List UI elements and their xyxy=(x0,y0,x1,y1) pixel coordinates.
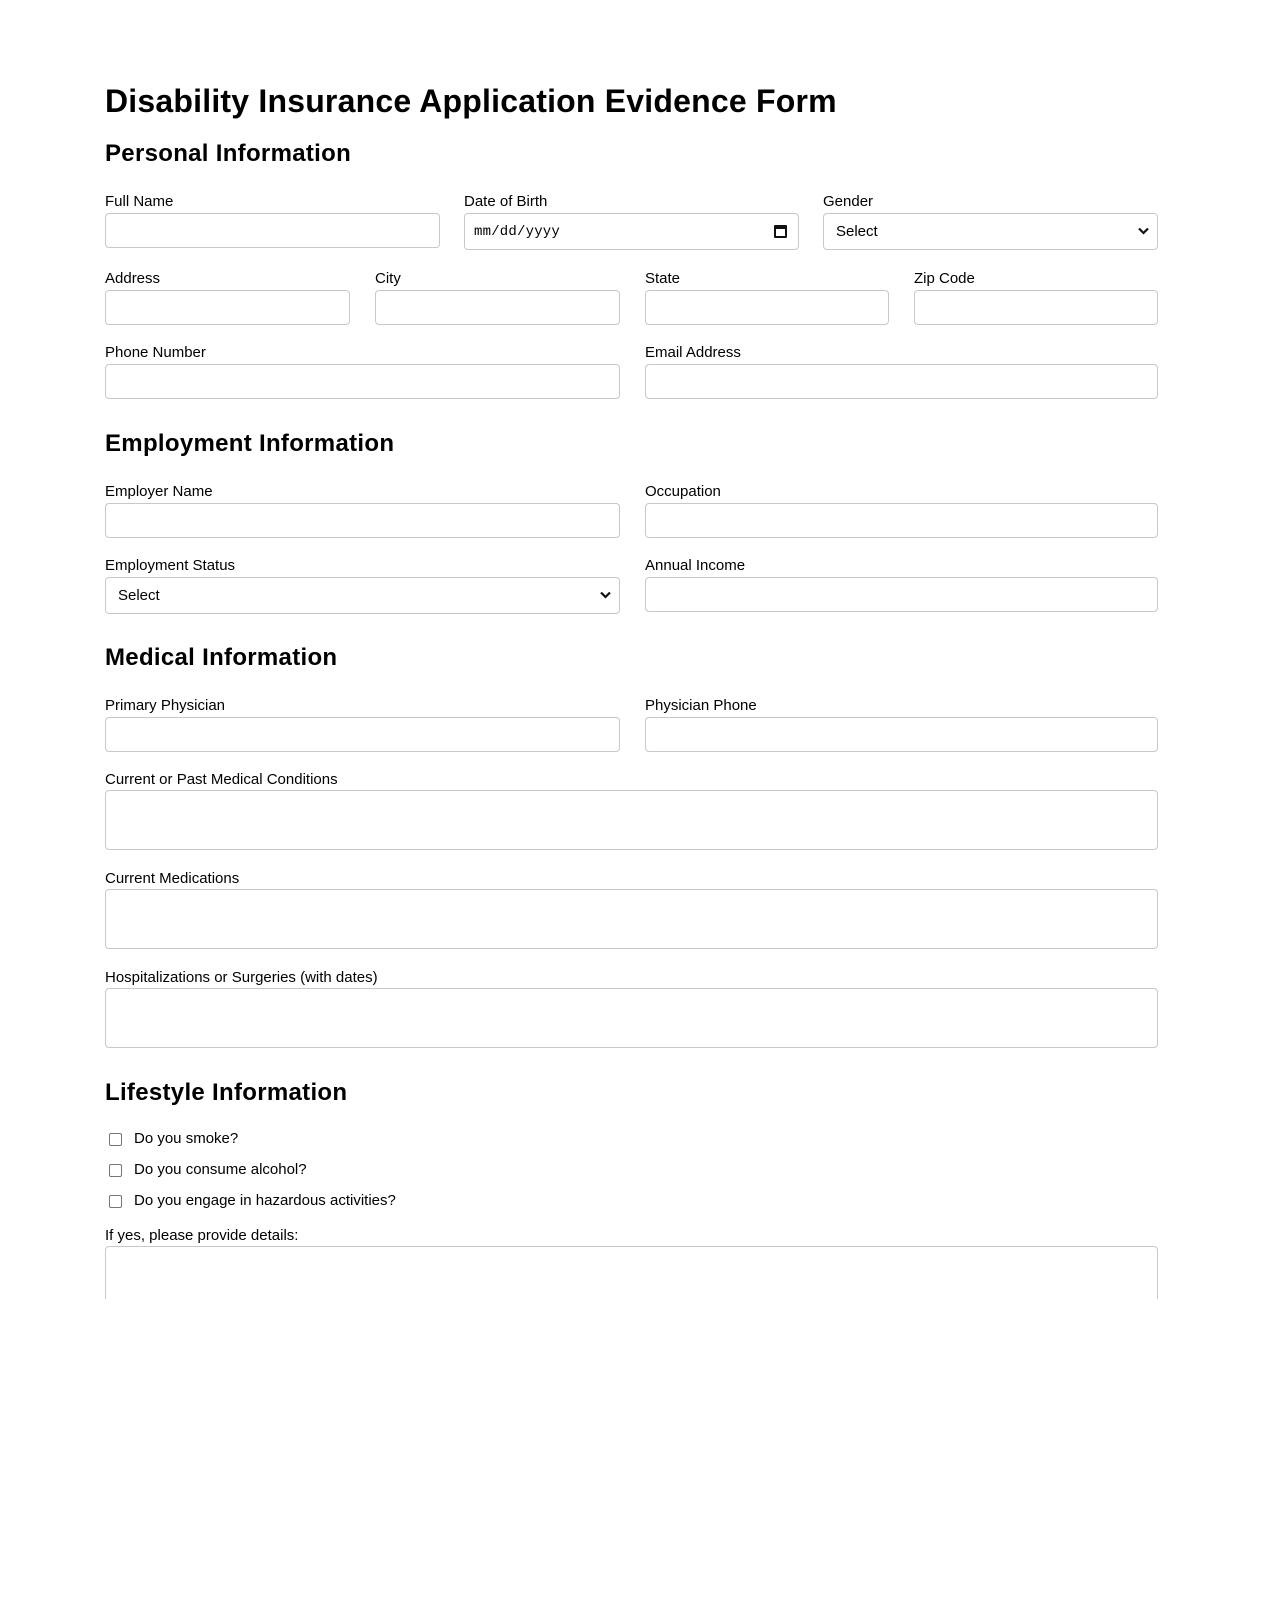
field-lifestyle-details xyxy=(105,1227,1158,1299)
date-placeholder: mm/dd/yyyy xyxy=(474,224,561,240)
physician-phone-label: Physician Phone xyxy=(645,697,757,714)
page-title: Disability Insurance Application Evidence Form xyxy=(105,83,837,119)
calendar-icon[interactable] xyxy=(774,225,787,238)
lifestyle-details-label: If yes, please provide details: xyxy=(105,1227,299,1244)
current-medications-textarea[interactable] xyxy=(105,889,1158,949)
address-label: Address xyxy=(105,270,161,287)
chevron-down-icon xyxy=(1138,227,1149,235)
primary-physician-input[interactable] xyxy=(105,717,620,752)
date-of-birth-input[interactable] xyxy=(464,213,799,250)
section-heading-personal: Personal Information xyxy=(105,140,352,167)
field-primary-physician xyxy=(105,697,620,753)
chevron-down-icon xyxy=(600,591,611,599)
current-medications-label: Current Medications xyxy=(105,870,240,887)
field-address xyxy=(105,270,350,326)
field-phone-number xyxy=(105,344,620,400)
address-input[interactable] xyxy=(105,290,350,325)
field-occupation xyxy=(645,483,1158,539)
field-employment-status xyxy=(105,557,620,615)
zip-code-label: Zip Code xyxy=(914,270,975,287)
alcohol-checkbox-label[interactable]: Do you consume alcohol? xyxy=(134,1161,307,1178)
employment-status-select[interactable] xyxy=(105,577,620,614)
checkbox-row-hazardous[interactable] xyxy=(105,1191,396,1211)
occupation-input[interactable] xyxy=(645,503,1158,538)
field-gender xyxy=(823,193,1158,251)
checkbox-row-alcohol[interactable] xyxy=(105,1160,307,1180)
employment-status-label: Employment Status xyxy=(105,557,236,574)
section-heading-lifestyle: Lifestyle Information xyxy=(105,1079,348,1106)
hazardous-checkbox-label[interactable]: Do you engage in hazardous activities? xyxy=(134,1192,396,1209)
form-page xyxy=(105,0,1158,1299)
gender-selected-value: Select xyxy=(836,223,878,240)
section-heading-employment: Employment Information xyxy=(105,430,395,457)
checkbox-row-smoke[interactable] xyxy=(105,1129,238,1149)
email-address-label: Email Address xyxy=(645,344,741,361)
hazardous-checkbox[interactable] xyxy=(109,1195,122,1208)
field-employer-name xyxy=(105,483,620,539)
field-email-address xyxy=(645,344,1158,400)
employer-name-label: Employer Name xyxy=(105,483,213,500)
section-heading-medical: Medical Information xyxy=(105,644,338,671)
field-current-medications xyxy=(105,870,1158,950)
employment-status-selected-value: Select xyxy=(118,587,160,604)
medical-conditions-textarea[interactable] xyxy=(105,790,1158,850)
gender-label: Gender xyxy=(823,193,874,210)
alcohol-checkbox[interactable] xyxy=(109,1164,122,1177)
field-zip-code xyxy=(914,270,1158,326)
field-hospitalizations xyxy=(105,969,1158,1049)
gender-select[interactable] xyxy=(823,213,1158,250)
full-name-input[interactable] xyxy=(105,213,440,248)
lifestyle-details-textarea[interactable] xyxy=(105,1246,1158,1299)
occupation-label: Occupation xyxy=(645,483,721,500)
hospitalizations-textarea[interactable] xyxy=(105,988,1158,1048)
medical-conditions-label: Current or Past Medical Conditions xyxy=(105,771,338,788)
field-annual-income xyxy=(645,557,1158,613)
hospitalizations-label: Hospitalizations or Surgeries (with dates) xyxy=(105,969,378,986)
phone-number-label: Phone Number xyxy=(105,344,206,361)
email-address-input[interactable] xyxy=(645,364,1158,399)
smoke-checkbox[interactable] xyxy=(109,1133,122,1146)
employer-name-input[interactable] xyxy=(105,503,620,538)
date-of-birth-label: Date of Birth xyxy=(464,193,548,210)
smoke-checkbox-label[interactable]: Do you smoke? xyxy=(134,1130,239,1147)
phone-number-input[interactable] xyxy=(105,364,620,399)
annual-income-input[interactable] xyxy=(645,577,1158,612)
annual-income-label: Annual Income xyxy=(645,557,746,574)
field-physician-phone xyxy=(645,697,1158,753)
state-label: State xyxy=(645,270,681,287)
primary-physician-label: Primary Physician xyxy=(105,697,226,714)
field-date-of-birth xyxy=(464,193,799,251)
full-name-label: Full Name xyxy=(105,193,174,210)
field-state xyxy=(645,270,889,326)
field-medical-conditions xyxy=(105,771,1158,851)
physician-phone-input[interactable] xyxy=(645,717,1158,752)
field-full-name xyxy=(105,193,440,249)
state-input[interactable] xyxy=(645,290,889,325)
field-city xyxy=(375,270,620,326)
zip-code-input[interactable] xyxy=(914,290,1158,325)
city-input[interactable] xyxy=(375,290,620,325)
city-label: City xyxy=(375,270,401,287)
